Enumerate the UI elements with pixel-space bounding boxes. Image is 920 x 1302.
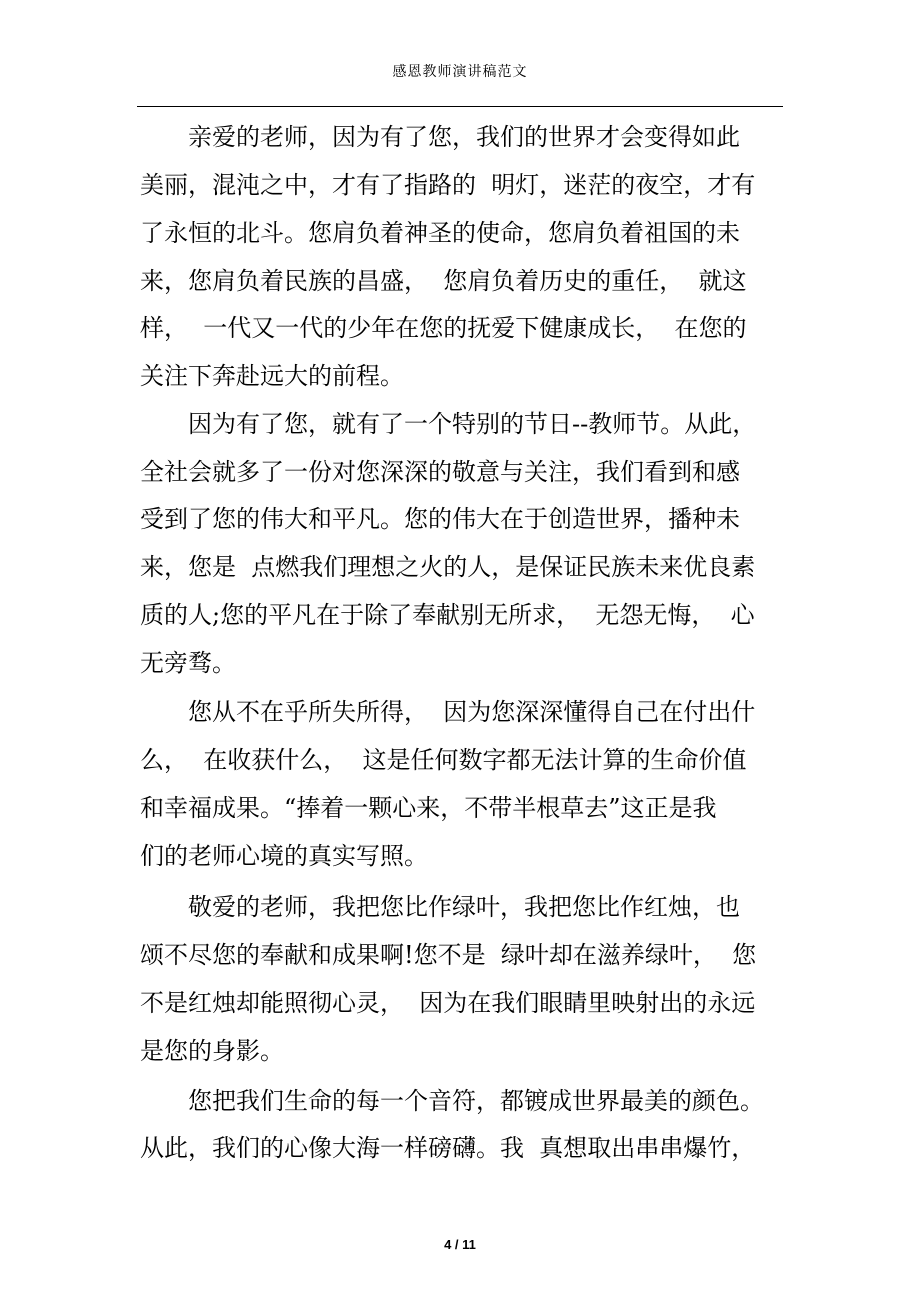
body-line-9: 受到了您的伟大和平凡。您的伟大在于创造世界，播种未 xyxy=(140,505,740,533)
header-divider xyxy=(137,106,783,107)
body-line-3: 了永恒的北斗。您肩负着神圣的使命，您肩负着祖国的未 xyxy=(140,219,740,247)
body-line-15: 和幸福成果。“捧着一颗心来，不带半根草去”这正是我 xyxy=(140,794,717,822)
body-line-14: 么， 在收获什么， 这是任何数字都无法计算的生命价值 xyxy=(140,746,747,774)
body-line-21: 您把我们生命的每一个音符，都镀成世界最美的颜色。 xyxy=(188,1087,764,1115)
body-line-6: 关注下奔赴远大的前程。 xyxy=(140,362,404,390)
body-line-19: 不是红烛却能照彻心灵， 因为在我们眼睛里映射出的永远 xyxy=(140,989,756,1017)
body-line-20: 是您的身影。 xyxy=(140,1037,284,1065)
body-line-12: 无旁骛。 xyxy=(140,649,236,677)
body-line-1: 亲爱的老师，因为有了您，我们的世界才会变得如此 xyxy=(188,123,740,151)
body-line-17: 敬爱的老师，我把您比作绿叶，我把您比作红烛，也 xyxy=(188,893,740,921)
body-line-8: 全社会就多了一份对您深深的敬意与关注，我们看到和感 xyxy=(140,458,740,486)
body-line-5: 样， 一代又一代的少年在您的抚爱下健康成长， 在您的 xyxy=(140,314,747,342)
body-line-11: 质的人;您的平凡在于除了奉献别无所求， 无怨无悔， 心 xyxy=(140,601,755,629)
body-line-22: 从此，我们的心像大海一样磅礴。我 真想取出串串爆竹， xyxy=(140,1134,756,1162)
body-line-7: 因为有了您，就有了一个特别的节日--教师节。从此， xyxy=(188,410,757,438)
page-header-title: 感恩教师演讲稿范文 xyxy=(392,64,528,80)
body-line-2: 美丽，混沌之中，才有了指路的 明灯，迷茫的夜空，才有 xyxy=(140,171,756,199)
body-line-16: 们的老师心境的真实写照。 xyxy=(140,842,428,870)
body-line-4: 来，您肩负着民族的昌盛， 您肩负着历史的重任， 就这 xyxy=(140,267,747,295)
body-line-18: 颂不尽您的奉献和成果啊!您不是 绿叶却在滋养绿叶， 您 xyxy=(140,941,757,969)
body-line-13: 您从不在乎所失所得， 因为您深深懂得自己在付出什 xyxy=(188,698,756,726)
page-number: 4 / 11 xyxy=(444,1237,476,1252)
body-line-10: 来，您是 点燃我们理想之火的人，是保证民族未来优良素 xyxy=(140,553,756,581)
